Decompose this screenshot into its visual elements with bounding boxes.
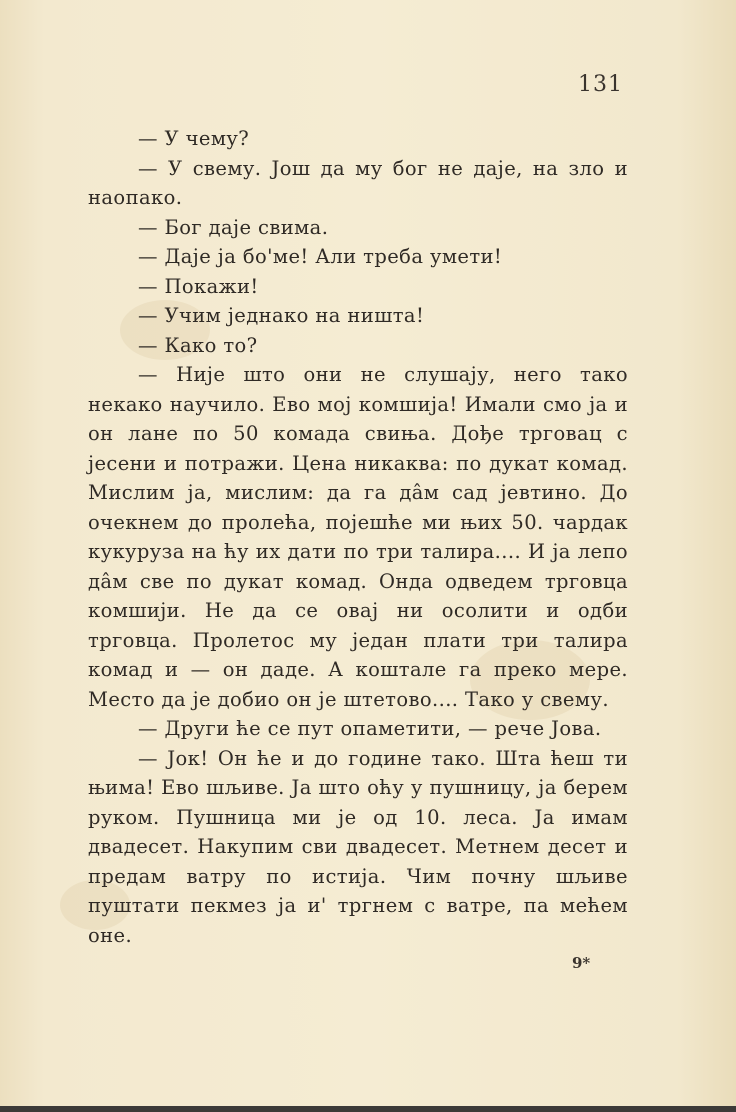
dialogue-line: — Како то? xyxy=(138,333,258,357)
dialogue-line: — Бог даје свима. xyxy=(138,215,329,239)
scan-edge xyxy=(0,1106,736,1112)
dialogue-line: — Учим једнако на ништа! xyxy=(138,304,425,327)
page-number: 131 xyxy=(578,72,623,97)
page-body-text xyxy=(88,124,628,950)
printer-signature-mark: 9* xyxy=(572,954,591,972)
dialogue-paragraph: — Није што они не слушају, него тако некако научило. Ево мој комшија! Имали смо ја и он лане по 50 комада свиња. Дође трговац с јесени и потражи. Цена никаква: по дукат комад. Мислим ја, мислим: да га дâм сад јевтино. До очекнем до пролећа, појешће ми њих 50. чардак кукуруза на ћу их дати по три талира.... И ја лепо дâм све по дукат комад. Онда одведем трговца комшији. Не да се овај ни осолити и одби трговца. Пролетос му један плати три талира комад и — он даде. А коштале га преко мере. Место да је добио он је штетово.... Тако у свему. xyxy=(88,363,628,711)
dialogue-line: — У чему? xyxy=(138,127,250,150)
dialogue-line: — Даје ја бо'ме! Али треба умети! xyxy=(138,245,503,268)
dialogue-line: — У свему. Још да му бог не даје, на зло и наопако. xyxy=(88,156,628,209)
dialogue-line: — Покажи! xyxy=(138,274,259,298)
dialogue-paragraph: — Јок! Он ће и до године тако. Шта ћеш ти њима! Ево шљиве. Ја што оћу у пушницу, ја берем руком. Пушница ми је од 10. леса. Ја имам двадесет. Накупим сви двадесет. Метнем десет и предам ватру по истија. Чим почну шљиве пуштати пекмез ја и' тргнем с ватре, па мећем оне. xyxy=(88,746,628,947)
dialogue-line: — Други ће се пут опаметити, — рече Јова. xyxy=(138,717,602,740)
